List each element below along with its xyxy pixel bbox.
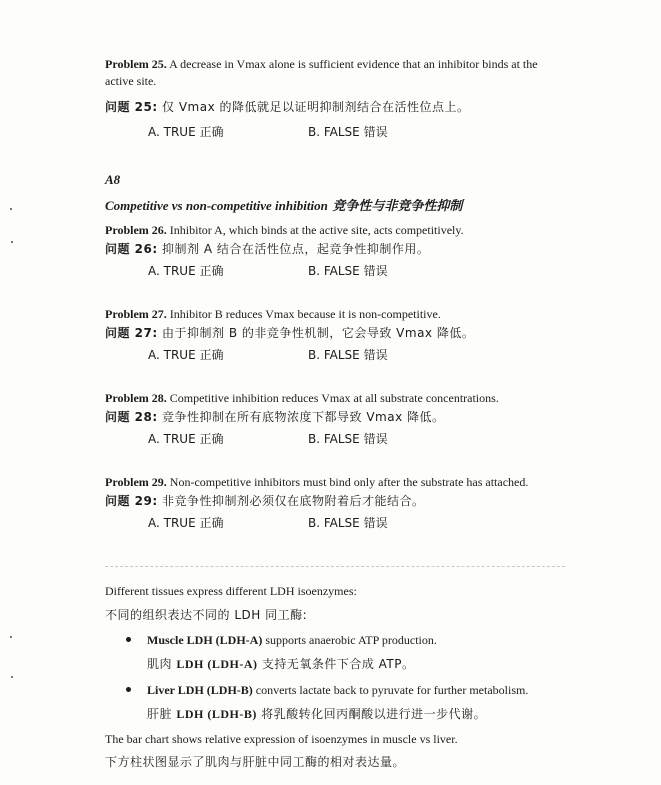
- problem-25-option-a[interactable]: A. TRUE 正确: [148, 125, 224, 139]
- problem-29-option-b[interactable]: B. FALSE 错误: [308, 516, 388, 530]
- problem-27-option-b[interactable]: B. FALSE 错误: [308, 348, 388, 362]
- problem-26-option-b[interactable]: B. FALSE 错误: [308, 264, 388, 278]
- section-number: A8: [105, 172, 121, 187]
- problem-25-option-b[interactable]: B. FALSE 错误: [308, 125, 388, 139]
- problem-27-zh: [105, 325, 474, 341]
- problem-29-zh: [105, 493, 425, 509]
- problem-25-line-2: active site.: [105, 74, 157, 88]
- problem-28-zh-text: 竞争性抑制在所有底物浓度下都导致 Vmax 降低。: [157, 410, 445, 424]
- problem-27-zh-text: 由于抑制剂 B 的非竞争性机制，它会导致 Vmax 降低。: [157, 326, 475, 340]
- problem-28-zh: [105, 409, 445, 425]
- problem-26-zh: [105, 241, 429, 257]
- section-divider: [105, 566, 565, 567]
- ldh-intro-en: Different tissues express different LDH isoenzymes:: [105, 584, 357, 598]
- problem-29-en: [105, 474, 528, 490]
- problem-29-text: Non-competitive inhibitors must bind only after the substrate has attached.: [166, 475, 529, 489]
- section-title: [105, 195, 462, 214]
- problem-28-option-b[interactable]: B. FALSE 错误: [308, 432, 388, 446]
- section-title-zh: 竞争性与非竞争性抑制: [327, 199, 463, 214]
- problem-26-en: [105, 222, 464, 238]
- ldh-bullet-2-zh-text: 将乳酸转化回丙酮酸以进行进一步代谢。: [256, 707, 487, 721]
- ldh-bullet-2-zh-bold: LDH (LDH-B): [176, 707, 257, 721]
- problem-27-option-a[interactable]: A. TRUE 正确: [148, 348, 224, 362]
- bullet-dot: [126, 687, 131, 692]
- problem-29-option-a[interactable]: A. TRUE 正确: [148, 516, 224, 530]
- problem-28-option-a[interactable]: A. TRUE 正确: [148, 432, 224, 446]
- chart-note-en: The bar chart shows relative expression of isoenzymes in muscle vs liver.: [105, 732, 458, 746]
- ldh-bullet-2-zh-pre: 肝脏: [147, 707, 177, 721]
- scan-speck: [10, 636, 12, 638]
- ldh-bullet-2-text: converts lactate back to pyruvate for further metabolism.: [252, 683, 529, 697]
- problem-29-label: Problem 29.: [105, 475, 167, 489]
- ldh-bullet-1-text: supports anaerobic ATP production.: [262, 633, 437, 647]
- scan-speck: [11, 241, 13, 243]
- ldh-bullet-1-en: [147, 632, 437, 648]
- problem-29-zh-text: 非竞争性抑制剂必须仅在底物附着后才能结合。: [157, 494, 425, 508]
- bullet-dot: [126, 637, 131, 642]
- ldh-bullet-2-bold: Liver LDH (LDH-B): [147, 683, 253, 697]
- scan-speck: [10, 208, 12, 210]
- problem-28-zh-label: 问题 28:: [105, 410, 158, 424]
- problem-26-text: Inhibitor A, which binds at the active site, acts competitively.: [166, 223, 464, 237]
- problem-25-zh: [105, 99, 470, 115]
- problem-25-line-1: [105, 56, 538, 72]
- problem-26-label: Problem 26.: [105, 223, 167, 237]
- problem-25-zh-label: 问题 25:: [105, 100, 158, 114]
- problem-27-en: [105, 306, 441, 322]
- problem-25-label: Problem 25.: [105, 57, 167, 71]
- ldh-bullet-1-zh-text: 支持无氧条件下合成 ATP。: [257, 657, 415, 671]
- problem-25-zh-text: 仅 Vmax 的降低就足以证明抑制剂结合在活性位点上。: [157, 100, 470, 114]
- problem-28-label: Problem 28.: [105, 391, 167, 405]
- scan-speck: [11, 676, 13, 678]
- problem-27-label: Problem 27.: [105, 307, 167, 321]
- problem-26-zh-text: 抑制剂 A 结合在活性位点，起竞争性抑制作用。: [157, 242, 430, 256]
- problem-25-text: A decrease in Vmax alone is sufficient evidence that an inhibitor binds at the: [166, 57, 538, 71]
- problem-27-zh-label: 问题 27:: [105, 326, 158, 340]
- problem-28-en: [105, 390, 499, 406]
- ldh-bullet-1-zh: [147, 656, 414, 672]
- section-title-en: Competitive vs non-competitive inhibition: [105, 198, 328, 213]
- problem-27-text: Inhibitor B reduces Vmax because it is non-competitive.: [166, 307, 441, 321]
- ldh-bullet-1-zh-pre: 肌肉: [147, 657, 177, 671]
- problem-26-zh-label: 问题 26:: [105, 242, 158, 256]
- chart-note-zh: 下方柱状图显示了肌肉与肝脏中同工酶的相对表达量。: [105, 755, 406, 769]
- problem-29-zh-label: 问题 29:: [105, 494, 158, 508]
- problem-28-text: Competitive inhibition reduces Vmax at all substrate concentrations.: [166, 391, 499, 405]
- ldh-bullet-2-zh: [147, 706, 486, 722]
- ldh-bullet-2-en: [147, 682, 528, 698]
- problem-26-option-a[interactable]: A. TRUE 正确: [148, 264, 224, 278]
- ldh-bullet-1-bold: Muscle LDH (LDH-A): [147, 633, 263, 647]
- ldh-intro-zh: 不同的组织表达不同的 LDH 同工酶:: [105, 608, 308, 622]
- ldh-bullet-1-zh-bold: LDH (LDH-A): [176, 657, 258, 671]
